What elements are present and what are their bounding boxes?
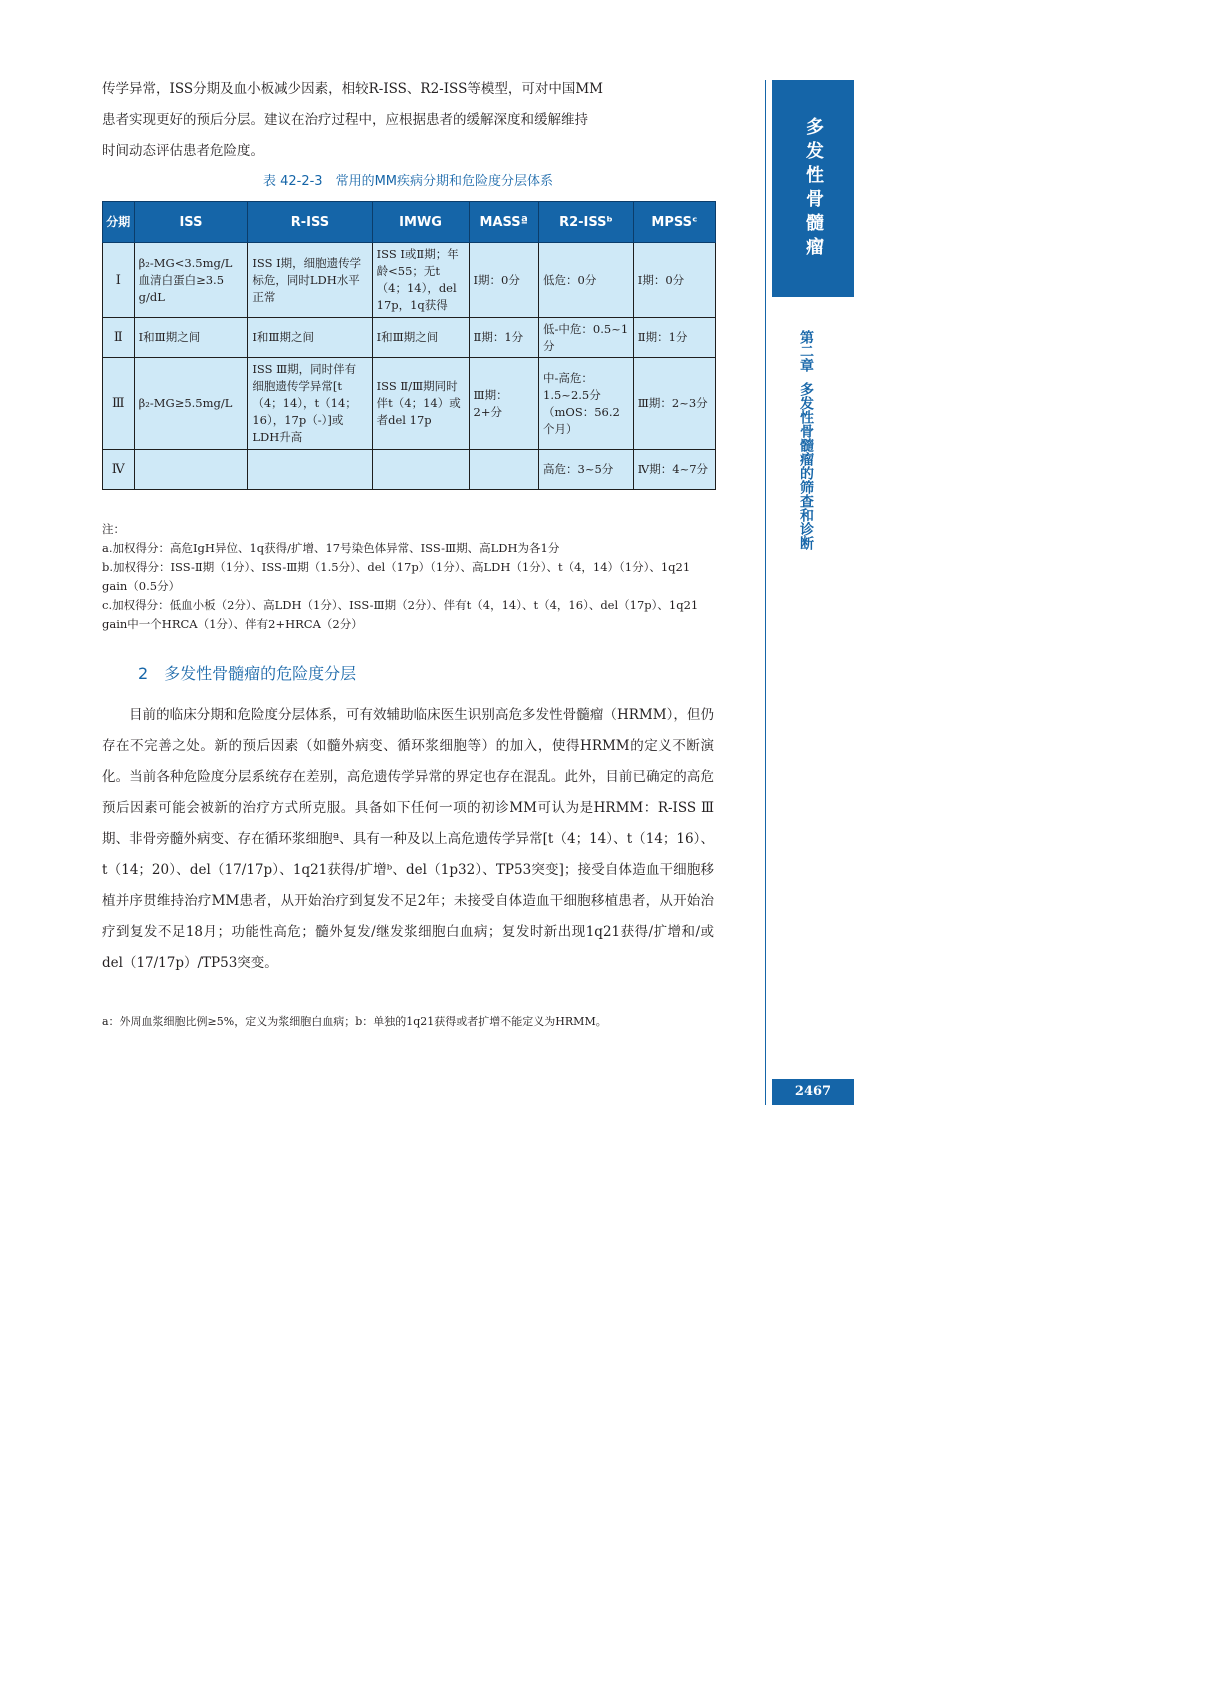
table-header-row: [103, 202, 716, 243]
cell-stage: Ⅳ: [103, 450, 135, 490]
cell-iss: [134, 450, 248, 490]
cell-imwg: [372, 450, 469, 490]
intro-line: 患者实现更好的预后分层。建议在治疗过程中，应根据患者的缓解深度和缓解维持: [102, 112, 588, 128]
staging-table: [102, 201, 716, 490]
intro-line: 传学异常，ISS分期及血小板减少因素，相较R-ISS、R2-ISS等模型，可对中国MM: [102, 81, 603, 97]
cell-mass: Ⅰ期：0分: [469, 243, 539, 318]
section-heading: 2 多发性骨髓瘤的危险度分层: [138, 664, 357, 683]
cell-mpss: Ⅰ期：0分: [633, 243, 715, 318]
section-body: [102, 700, 714, 979]
cell-riss: ISS Ⅰ期，细胞遗传学标危，同时LDH水平正常: [248, 243, 372, 318]
intro-line: 时间动态评估患者危险度。: [102, 143, 264, 159]
chapter-title: 多发性骨髓瘤的筛查和诊断: [798, 382, 814, 550]
cell-mpss: Ⅱ期：1分: [633, 318, 715, 358]
cell-iss: β₂-MG<3.5mg/L 血清白蛋白≥3.5 g/dL: [134, 243, 248, 318]
table-row: [103, 318, 716, 358]
cell-r2iss: 低危：0分: [539, 243, 634, 318]
cell-iss: Ⅰ和Ⅲ期之间: [134, 318, 248, 358]
table-notes: [102, 520, 714, 634]
cell-stage: Ⅰ: [103, 243, 135, 318]
cell-imwg: Ⅰ和Ⅲ期之间: [372, 318, 469, 358]
margin-divider: [765, 80, 766, 1105]
cell-mass: Ⅲ期：2+分: [469, 358, 539, 450]
table-row: [103, 243, 716, 318]
header-iss: ISS: [134, 202, 248, 243]
cell-stage: Ⅱ: [103, 318, 135, 358]
cell-r2iss: 高危：3~5分: [539, 450, 634, 490]
chapter-number: 第二章: [798, 330, 814, 372]
header-riss: R-ISS: [248, 202, 372, 243]
notes-label: 注：: [102, 522, 125, 536]
section-footnote: a：外周血浆细胞比例≥5%，定义为浆细胞白血病；b：单独的1q21获得或者扩增不能定义为HRMM。: [102, 1015, 607, 1028]
cell-imwg: ISS Ⅰ或Ⅱ期；年龄<55；无t（4；14），del 17p，1q获得: [372, 243, 469, 318]
cell-riss: [248, 450, 372, 490]
intro-paragraph: [102, 74, 714, 167]
page-number: 2467: [772, 1079, 854, 1105]
header-imwg: IMWG: [372, 202, 469, 243]
cell-r2iss: 中-高危：1.5~2.5分（mOS：56.2个月）: [539, 358, 634, 450]
cell-stage: Ⅲ: [103, 358, 135, 450]
cell-riss: Ⅰ和Ⅲ期之间: [248, 318, 372, 358]
table-row: [103, 358, 716, 450]
note-b: b.加权得分：ISS-Ⅱ期（1分）、ISS-Ⅲ期（1.5分）、del（17p）（1分）、高LDH（1分）、t（4，14）（1分）、1q21 gain（0.5分）: [102, 560, 691, 593]
book-title-tab: 多发性骨髓瘤: [772, 80, 854, 297]
cell-mass: [469, 450, 539, 490]
cell-iss: β₂-MG≥5.5mg/L: [134, 358, 248, 450]
cell-imwg: ISS Ⅱ/Ⅲ期同时伴t（4；14）或者del 17p: [372, 358, 469, 450]
section-paragraph: 目前的临床分期和危险度分层体系，可有效辅助临床医生识别高危多发性骨髓瘤（HRMM），但仍存在不完善之处。新的预后因素（如髓外病变、循环浆细胞等）的加入，使得HRMM的定义不断演化。当前各种危险度分层系统存在差别，高危遗传学异常的界定也存在混乱。此外，目前已确定的高危预后因素可能会被新的治疗方式所克服。具备如下任何一项的初诊MM可认为是HRMM：R-ISS Ⅲ期、非骨旁髓外病变、存在循环浆细胞ª、具有一种及以上高危遗传学异常[t（4；14）、t（14；16）、t（14；20）、del（17/17p）、1q21获得/扩增ᵇ、del（1p32）、TP53突变]；接受自体造血干细胞移植并序贯维持治疗MM患者，从开始治疗到复发不足2年；未接受自体造血干细胞移植患者，从开始治疗到复发不足18月；功能性高危；髓外复发/继发浆细胞白血病；复发时新出现1q21获得/扩增和/或del（17/17p）/TP53突变。: [102, 707, 714, 971]
cell-mass: Ⅱ期：1分: [469, 318, 539, 358]
header-mpss: MPSSᶜ: [633, 202, 715, 243]
cell-mpss: Ⅳ期：4~7分: [633, 450, 715, 490]
header-mass: MASSª: [469, 202, 539, 243]
cell-mpss: Ⅲ期：2~3分: [633, 358, 715, 450]
cell-r2iss: 低-中危：0.5~1分: [539, 318, 634, 358]
cell-riss: ISS Ⅲ期，同时伴有细胞遗传学异常[t（4；14），t（14；16），17p（-）]或LDH升高: [248, 358, 372, 450]
note-a: a.加权得分：高危IgH异位、1q获得/扩增、17号染色体异常、ISS-Ⅲ期、高LDH为各1分: [102, 541, 560, 555]
table-caption: 表 42-2-3 常用的MM疾病分期和危险度分层体系: [262, 174, 554, 189]
chapter-label: [793, 330, 819, 590]
table-row: [103, 450, 716, 490]
header-stage: 分期: [103, 202, 135, 243]
header-r2iss: R2-ISSᵇ: [539, 202, 634, 243]
note-c: c.加权得分：低血小板（2分）、高LDH（1分）、ISS-Ⅲ期（2分）、伴有t（4，14）、t（4，16）、del（17p）、1q21 gain中一个HRCA（1分）、伴有2+HRCA（2分）: [102, 598, 699, 631]
